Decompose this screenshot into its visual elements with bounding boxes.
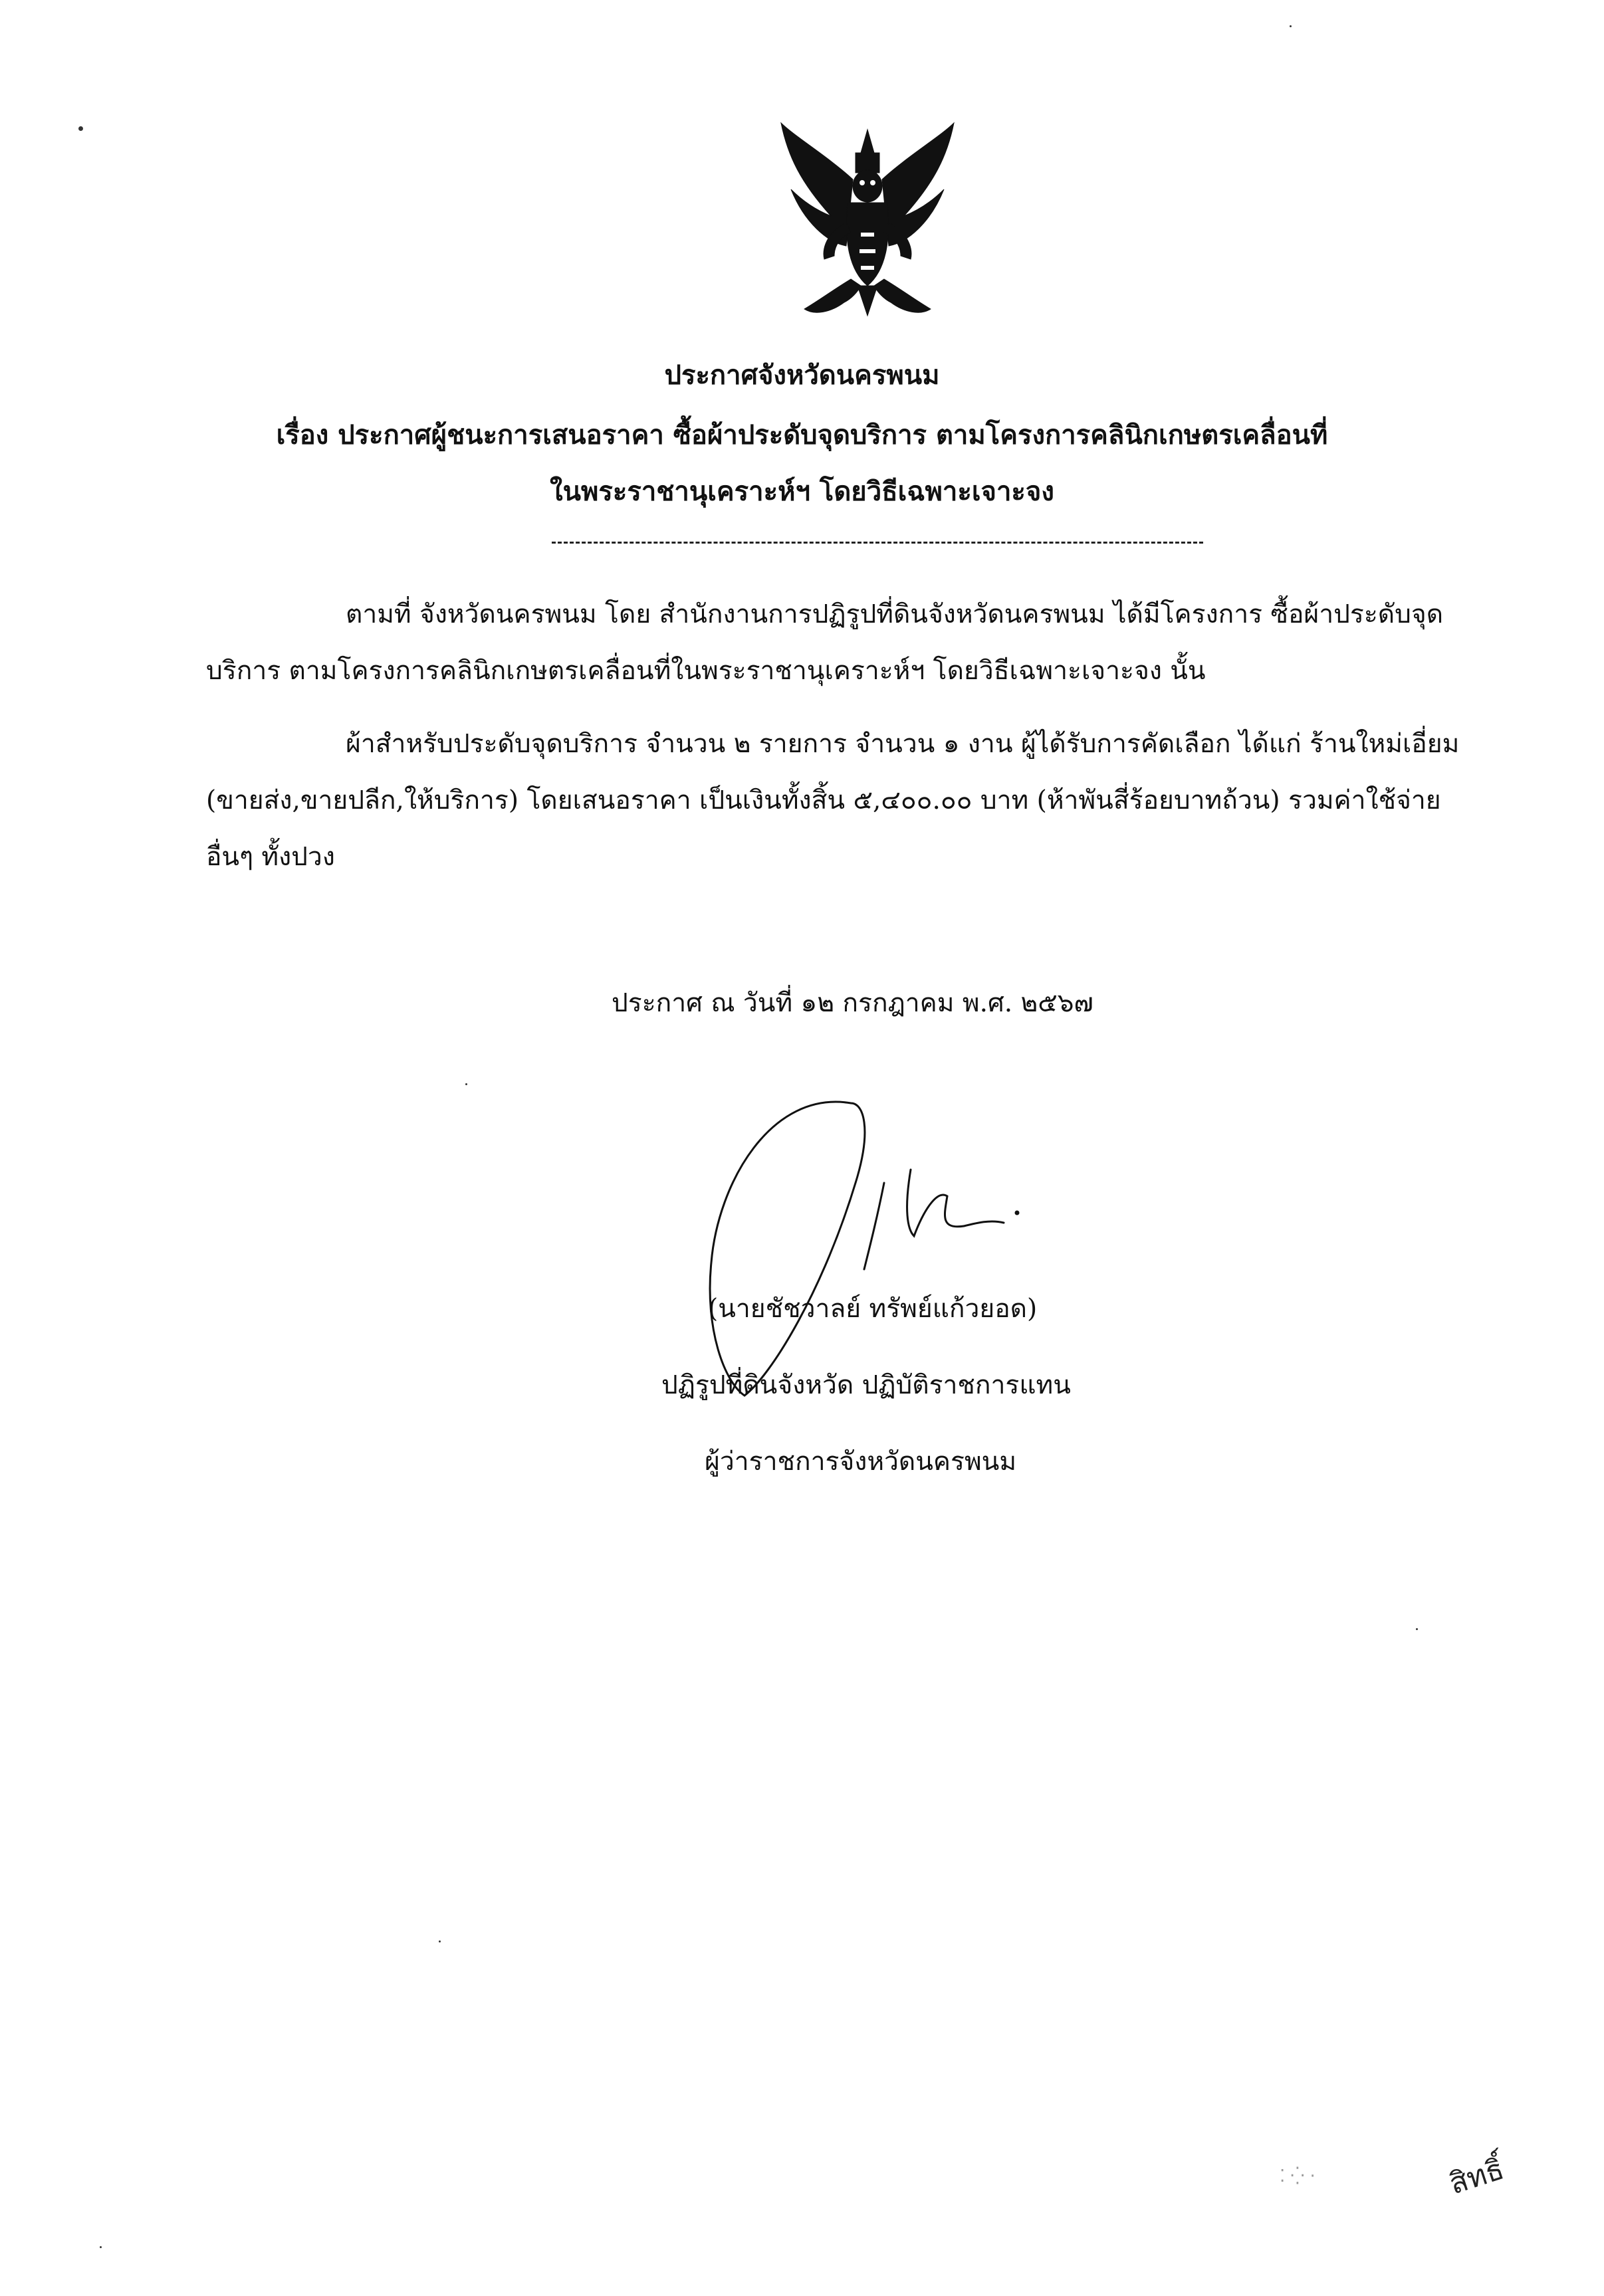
- handwritten-initials: สิทธิ์: [1445, 2152, 1508, 2202]
- heading-divider: [552, 542, 1203, 544]
- document-subject-line-2: ในพระราชานุเคราะห์ฯ โดยวิธีเฉพาะเจาะจง: [550, 476, 1054, 507]
- paragraph-2-line-2: (ขายส่ง,ขายปลีก,ให้บริการ) โดยเสนอราคา เป็นเงินทั้งสิ้น ๕,๔๐๐.๐๐ บาท (ห้าพันสี่ร้อยบาทถ้วน) รวมค่าใช้จ่าย: [206, 785, 1441, 815]
- signatory-name: (นายชัชวาลย์ ทรัพย์แก้วยอด): [708, 1294, 1038, 1324]
- paragraph-1-line-1: ตามที่ จังหวัดนครพนม โดย สำนักงานการปฏิรูปที่ดินจังหวัดนครพนม ได้มีโครงการ ซื้อผ้าประดับจุด: [346, 599, 1444, 629]
- scan-speck: [78, 126, 83, 131]
- signatory-position-line-2: ผู้ว่าราชการจังหวัดนครพนม: [705, 1447, 1017, 1477]
- announcement-date: ประกาศ ณ วันที่ ๑๒ กรกฎาคม พ.ศ. ๒๕๖๗: [612, 988, 1093, 1018]
- scan-speck: [439, 1940, 441, 1942]
- paragraph-1-line-2: บริการ ตามโครงการคลินิกเกษตรเคลื่อนที่ในพระราชานุเคราะห์ฯ โดยวิธีเฉพาะเจาะจง นั้น: [206, 656, 1206, 686]
- garuda-emblem-icon: [768, 116, 967, 329]
- faint-scribble: ⁚ ⁛ ·: [1280, 2166, 1316, 2186]
- scan-speck: [1416, 1628, 1418, 1630]
- handwritten-signature: [691, 1090, 1037, 1409]
- signatory-position-line-1: ปฏิรูปที่ดินจังหวัด ปฏิบัติราชการแทน: [661, 1370, 1071, 1400]
- paragraph-2-line-1: ผ้าสำหรับประดับจุดบริการ จำนวน ๒ รายการ จำนวน ๑ งาน ผู้ได้รับการคัดเลือก ได้แก่ ร้านใหม่เอี่ยม: [346, 729, 1460, 759]
- scan-speck: [100, 2246, 102, 2248]
- scan-speck: [1290, 25, 1292, 27]
- document-title: ประกาศจังหวัดนครพนม: [664, 360, 940, 391]
- scan-speck: [465, 1083, 467, 1085]
- paragraph-2-line-3: อื่นๆ ทั้งปวง: [206, 842, 335, 872]
- document-subject-line-1: เรื่อง ประกาศผู้ชนะการเสนอราคา ซื้อผ้าประดับจุดบริการ ตามโครงการคลินิกเกษตรเคลื่อนที่: [276, 419, 1328, 451]
